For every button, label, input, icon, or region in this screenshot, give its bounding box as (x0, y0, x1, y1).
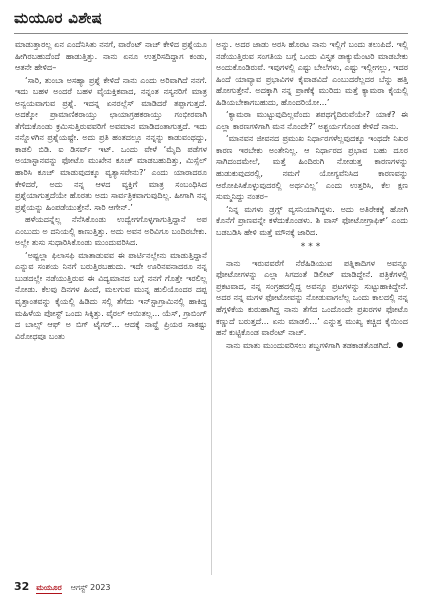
section-break: *** (300, 242, 324, 253)
paragraph: ಅನ್ನು. ಅದರ ಜಾಡು ಅರಸಿ ಹೊರಟ ನಾನು ಇಲ್ಲಿಗೆ ಬಂದು ತಲುಪಿದೆ. ಇಲ್ಲಿ ನಡೆಯುತ್ತಿರುವ ಸಂಗತಿಯ ಬಗ್ಗೆ ಒಂದು ವಿಸ್ತೃತ ಡಾಕ್ಯುಮೆಂಟರಿ ಮಾಡಬೇಕು ಅಂದುಕೊಂಡಿರುವೆ. ಇವುಗಳಲ್ಲಿ ಎಷ್ಟು ಬೇಲೆಗಳು, ಎಷ್ಟು ಇಲ್ಲೀಗಲ್ಲು, ಇದರ ಹಿಂದೆ ಯಾವ್ಯಾವ ಪ್ರಭಾವಿಗಳ ಕೈವಾಡವಿದೆ ಎಂಬುದರೆಲ್ಲದರ ಬೆನ್ನು ಹತ್ತಿ ಹೋಗುತ್ತೇನೆ. ಅದಕ್ಕಾಗಿ ನನ್ನ ಪ್ರಾಣೆಕ್ಕೆ ಮುರಿದು ಮತ್ತೆ ಕ್ಯಾಮರಾ ಕೈಯಲ್ಲಿ ಹಿಡಿಯಬೇಕಾಗಬಹುದು, ಹೊಂದರಿಯೋ...’ (216, 39, 408, 107)
header-rule (14, 33, 408, 34)
paragraph: ‘ಕ್ಯಾಮರಾ ಮುಟ್ಟುವುದಿಲ್ಲವೆಂದು ಶಪಥಗೈದಿರುವೆಯೇ? ಯಾಕೆ? ಈ ಎಲ್ಲಾ ಕಾರಣಗಳಿಗಾಗಿ ಮನ ನೊಂದೇ?’ ಅಶ್ಚರ್ಯಗೊಂಡ ಕೇಳಿದೆ ನಾನು. (216, 109, 408, 131)
section-title: ಮಯೂರ ವಿಶೇಷ (14, 9, 103, 27)
paragraph: ನಾನು ಇರುವವರೆಗೆ ನೆರೆಹಿಡಿಯುವ ಪತ್ನಿಕಾದಿಗಳ ಅವನ್ನೂ ಫೋಟೋಗಳನ್ನು ಎಲ್ಲಾ ಸಿಗದಂತೆ ಡಿಲೀಟ್ ಮಾಡಿದ್ದೇನೆ. ಪತ್ರಿಕೆಗಳಲ್ಲಿ ಪ್ರಕಟವಾದ, ನನ್ನ ಸಂಗ್ರಹದಲ್ಲಿದ್ದ ಅವನ್ನೂ ಪ್ರಟಗಳನ್ನು ಸುಟ್ಟುಹಾಕಿದ್ದೇನೆ. ಅದರ ನನ್ನ ಮಗಳ ಫೋಟೋವನ್ನು ನೋಡುವಾಗಲೆಲ್ಲ ಒಂದು ಕಾಲದಲ್ಲಿ ನನ್ನ ಹೆಗ್ಗಳಿಕೆಯ ಕುರುಹಾಗಿದ್ದ ನಾನು ತೆಗೆದ ಒಂದೊಂದೇ ಪ್ರಖರಗಳ ಫೋಟೊ ಕಣ್ಣುದೆ ಬರುತ್ತದೆ... ಏನು ಮಾಡಲಿ...’ ಎನ್ನುತ್ತ ಮುಖ್ಯ ಕಚ್ಚಿದ ಕೈಯಿಂದ ಹನೆ ಕುಟ್ಟಿಕೊಂಡ ವಾರೆಂಟ್ ನಾಚ್. (216, 257, 408, 338)
page-number: 32 (14, 580, 30, 593)
page-footer (14, 580, 214, 596)
paragraph: ‘ಮಾನವನ ಜೀವನದ ಪ್ರಮುಖ ನಿರ್ಧಾರಗಳೆಲ್ಲವುದಕ್ಕೂ ಇಂಥದೇ ನಿಖರ ಕಾರಣ ಇರಬೇಕು ಅಂತೇನಿಲ್ಲ. ಆ ನಿರ್ಧಾರದ ಪ್ರಭಾವ ಬಹು ದೂರ ಸಾಗಿದಂದಮೇಲೆ, ಮತ್ತೆ ಹಿಂದಿರುಗಿ ನೋಡುತ್ತ ಕಾರಣಗಳನ್ನು ಹುಡುಕುವುದರಲ್ಲಿ, ನಮಗೆ ಯೋಗ್ಯವೆನಿಸಿದ ಕಾರಣವನ್ನು ಆರೋಪಿಸಿಕೊಳ್ಳುವುದರಲ್ಲಿ ಅರ್ಥವಿಲ್ಲ’ ಎಂದು ಉತ್ತರಿಸಿ, ಕೆಲ ಕ್ಷಣ ಸುಮ್ಮನಿದ್ದು ನಂತರ– (216, 133, 408, 202)
issue-date: ಆಗಸ್ಟ್ 2023 (70, 583, 111, 592)
paragraph: ಮಾಡುತ್ತಾರಲ್ಲ ಏನ ಎಂದೆನಿಸಿತು ನನಗೆ, ವಾರೆಂಟ್ ನಾಚ್ ಕೇಳಿದ ಪ್ರಶ್ನೆಯೂ ಹೀಗಿರಬಹುದೆಂದೆ ಹಾಡುತ್ತಿತ್ತು. ನಾನು ಏನೂ ಉತ್ತರಿಸದಿದ್ದಾಗ ಕಂಡು, ಆತನೇ ಹೇಳಿದ– (15, 39, 207, 73)
closing-text: ನಾನು ಮಾತು ಮುಂದುವರಿಸಲು ಶಬ್ದಗಳಿಗಾಗಿ ತಡಕಾಡತೊಡಗಿದೆ. (226, 339, 392, 350)
paragraph: ‘ಸಾರಿ, ತುಂಬಾ ಅಸಹ್ಯಾ ಪ್ರಶ್ನೆ ಕೇಳಿದೆ ನಾನು ಎಂದು ಅರಿವಾಗಿದೆ ನನಗೆ. ಇದು ಬಹಳ ಅಂದರೆ ಬಹಳ ವೈಯಕ್ತಿಕವಾದ, ನನ್ನಂತ ನಸ್ಯನರಿಗೆ ಮಾತ್ರ ಅನ್ವಯವಾಗುವ ಪ್ರಶ್ನೆ. ಇದನ್ನ ಏನರಲ್ಲೆಸ್ ಮಾಡಿದರೆ ತಪ್ಪಾಗುತ್ತದೆ. ಅದಕ್ಕೋ ಪ್ರಾಮಾಣಿಕರಾಯ್ತು ಛಾಯಾಗ್ರಹಕರಾಯ್ತು ಗಂಭೀರವಾಗಿ ತೆಗೆದುಕೊಂಡು ಕ್ರಮಿಸುತ್ತಿರುವವರಿಗೆ ಅವಮಾನ ಮಾಡಿದಂತಾಗುತ್ತದೆ. ಇದು ನನ್ನೊಳಗಿನ ಪ್ರಶ್ನೆಯಷ್ಟೇ. ಅದು ಪ್ರತಿ ಹಂತದಲ್ಲೂ ನನ್ನನ್ನು ಕಾಡುವಂಥದ್ದು, ಕಾಡಲಿ ಬಿಡಿ. ಐ ಡಿಸರ್ವ್ ಇಟ್. ಒಂದು ವೇಳೆ ‘ಮೈದಿ ಪಡೆಗಳ ಅಯಾಸ್ಟಾನವನ್ನು ಫೋಟೊ ಮುಖೇನ ಕೂಚ್ ಮಾಡಬಹುದಿತ್ತು, ಮಿಸ್ಸೆಲ್ ಹಾರಿಸಿ ಕೂಚ್ ಮಾಡುವುದಕ್ಕೂ ವ್ಯತ್ಯಾಸವೇನು?’ ಎಂದು ಯಾರಾದರೂ ಕೇಳಿದರೆ, ಅದು ನನ್ನ ಆಳದ ವ್ಯಕ್ತಿಗೆ ಮಾತ್ರ ಸಂಬಂಧಿಸಿದ ಪ್ರಶ್ನೆಯಾಗುತ್ತದೆಯೇ ಹೊರತು ಅದು ಸಾರ್ವತ್ರಿಕವಾಗುವುದಿಲ್ಲ. ಹೀಗಾಗಿ ನನ್ನ ಪ್ರಶ್ನೆಯನ್ನು ಹಿಂಪಡೆಯುತ್ತೇನೆ. ಸಾರಿ ಆಗೇನ್.’ (15, 74, 207, 212)
magazine-logo: ಮಯೂರ (36, 583, 62, 592)
end-of-article-mark (397, 342, 403, 348)
section-header (0, 0, 422, 36)
right-column (216, 39, 408, 575)
left-column (15, 39, 207, 575)
article-body (15, 39, 408, 575)
column-divider (211, 39, 212, 575)
paragraph: ‘ನಿನ್ನ ಮಗಳು ಡ್ರಗ್ಸ್ ವ್ಯಸನಿಯಾಗಿದ್ದಳು. ಅದು ಅತಿರೇಕಕ್ಕೆ ಹೋಗಿ ಕೊನೆಗೆ ಪ್ರಾಣವನ್ನೇ ಕಳೆದುಕೊಂಡಳು. ಶಿ ವಾಸ್ ಫೋಟೋಗ್ರಾಫಿಕ್’ ಎಂದು ಬಡಬಡಿಸಿ ಹೇಳಿ ಮತ್ತೆ ಮೌನಕ್ಕೆ ಜಾರಿದ. (216, 203, 408, 237)
paragraph: ಹಳೆಯದನ್ನೆಲ್ಲ ನೆನೆಸಿಕೊಂಡು ಉದ್ವೇಗಗೊಳ್ಳಗಾಗುತ್ತಿದ್ದಾನೆ ಅಪ ಎಂಬುದು ಅ ದನಿಯಲ್ಲಿ ಕಾಣುತ್ತಿತ್ತು. ಅದು ಅವನ ಅರಿವಿಗೂ ಬಂದಿರಬೇಕು. ಅಲ್ಲೇ ತುಸು ಸುಧಾರಿಸಿಕೊಂಡು ಮುಂದುವರಿಸಿದ. (15, 214, 207, 248)
paragraph (216, 340, 408, 352)
paragraph: ‘ಅಷ್ಟಲ್ಲಾ ಫಿಲಾಸಫಿ ಮಾತಾಡುವವ ಈ ಪಾರ್ಟಿನಲ್ಲೇನು ಮಾಡುತ್ತಿದ್ದಾನೆ ಎನ್ನುವ ಸಂಶಯ ನಿನಗೆ ಬರುತ್ತಿರಬಹುದು. ಇದೇ ಊರಿನವನಾದರೂ ನನ್ನ ಬುಡದಲ್ಲೇ ನಡೆಯುತ್ತಿರುವ ಈ ವಿದ್ಯಮಾನದ ಬಗ್ಗೆ ನನಗೆ ಗೊತ್ತೇ ಇರಲಿಲ್ಲ ನೋಡು. ಕೆಲವು ದಿನಗಳ ಹಿಂದೆ, ಮಲಗುವ ಮುನ್ನ ಹುಲಿಯೊಂದರ ದಪ್ಪ ವೃತ್ತಾಂತವನ್ನು ಕೈಯಲ್ಲಿ ಹಿಡಿದು ಸಲ್ಲಿ ತೆಗೆದು ಇನ್‌ಸ್ಟಾಗ್ರಾಮಿನಲ್ಲಿ ಹಾಕಿದ್ದ ಮಹಿಳೆಯ ಪೋಸ್ಟ್ ಒಂದು ಸಿಕ್ಕಿತ್ತು. ವೈರಲ್ ಆಯಿತಲ್ಲ... ಯೆಸ್, ಗ್ರಾಬಿಂಗ್ ದ ಬಾಲ್ಸ್ ಆಫ್ ಅ ಬಿಗ್ ಟೈಗರ್... ಆದಕ್ಕೆ ನಾವ್ಹೆ ಪ್ರಿಯರ ಸಾಕಷ್ಟು ವಿರೋಧವೂ ಬಂತು (15, 249, 207, 341)
